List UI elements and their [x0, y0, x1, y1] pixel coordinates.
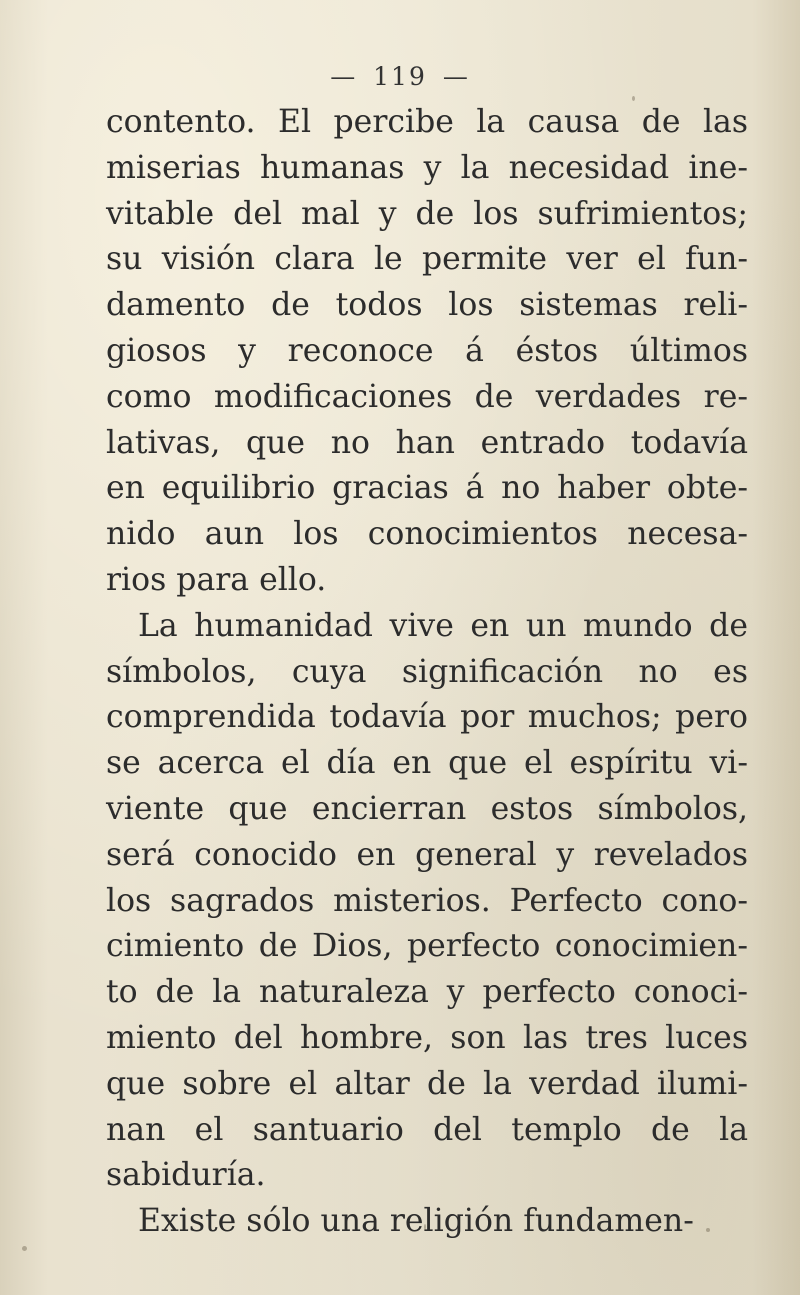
text-line: cimiento de Dios, perfecto conocimien-: [106, 928, 748, 965]
text-line: nan el santuario del templo de la: [106, 1111, 748, 1148]
text-line: que sobre el altar de la verdad ilumi-: [106, 1065, 748, 1102]
paper-speck: [706, 1228, 710, 1232]
text-line: miserias humanas y la necesidad ine-: [106, 149, 748, 186]
text-line: como modificaciones de verdades re-: [106, 378, 748, 415]
body-text: [106, 100, 748, 1245]
text-line: rios para ello.: [106, 561, 327, 598]
text-line: viente que encierran estos símbolos,: [106, 790, 748, 827]
text-line: vitable del mal y de los sufrimientos;: [106, 195, 748, 232]
text-line: giosos y reconoce á éstos últimos: [106, 332, 748, 369]
text-line: miento del hombre, son las tres luces: [106, 1019, 748, 1056]
text-line: comprendida todavía por muchos; pero: [106, 699, 748, 736]
dash-left: —: [330, 62, 358, 91]
text-line: su visión clara le permite ver el fun-: [106, 241, 748, 278]
paper-speck: [424, 1224, 426, 1230]
dash-right: —: [442, 62, 470, 91]
text-line: nido aun los conocimientos necesa-: [106, 516, 748, 553]
page-header: [0, 62, 800, 91]
paper-speck: [632, 96, 635, 101]
text-line: sabiduría.: [106, 1157, 266, 1194]
text-line: to de la naturaleza y perfecto conoci-: [106, 974, 748, 1011]
text-line: damento de todos los sistemas reli-: [106, 287, 748, 324]
text-line: símbolos, cuya significación no es: [106, 653, 748, 690]
text-line: se acerca el día en que el espíritu vi-: [106, 745, 748, 782]
paper-speck: [22, 1246, 27, 1251]
text-line: lativas, que no han entrado todavía: [106, 424, 748, 461]
text-line: en equilibrio gracias á no haber obte-: [106, 470, 748, 507]
page-number: 119: [373, 62, 427, 91]
text-line: La humanidad vive en un mundo de: [138, 607, 748, 644]
text-line: Existe sólo una religión fundamen-: [138, 1203, 694, 1240]
text-line: los sagrados misterios. Perfecto cono-: [106, 882, 748, 919]
text-line: será conocido en general y revelados: [106, 836, 748, 873]
text-line: contento. El percibe la causa de las: [106, 104, 748, 140]
